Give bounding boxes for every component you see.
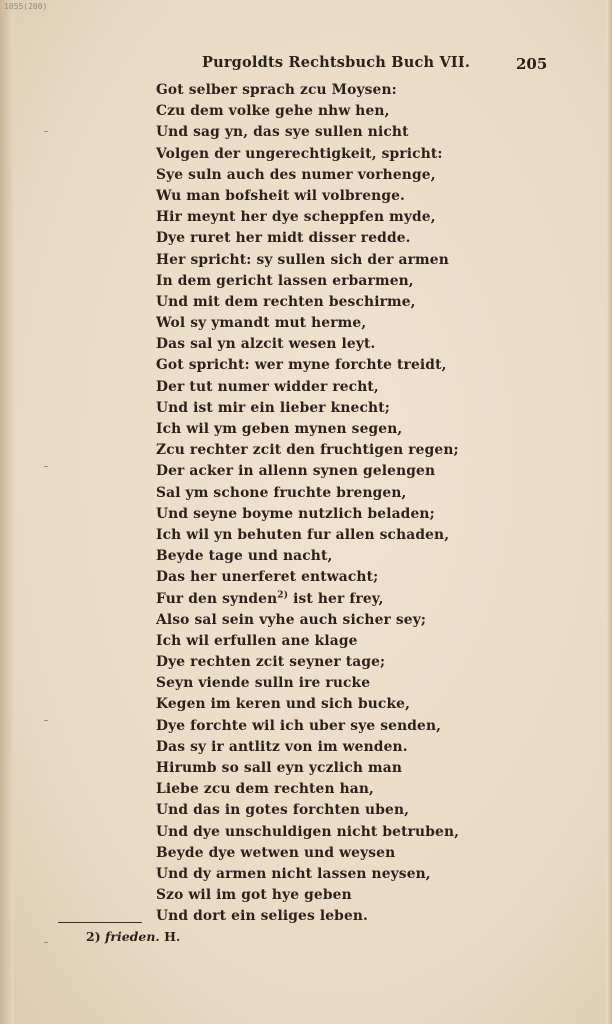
poem-line: Der acker in allenn synen gelengen	[156, 463, 436, 480]
poem-line: Der tut numer widder recht,	[156, 378, 379, 395]
poem-line: Kegen im keren und sich bucke,	[156, 696, 411, 713]
poem-line: Und dy armen nicht lassen neysen,	[156, 865, 431, 882]
poem-line: Dye rechten zcit seyner tage;	[156, 654, 386, 671]
poem-text	[156, 80, 460, 928]
poem-line: Got selber sprach zcu Moysen:	[156, 82, 397, 98]
poem-line: Seyn viende sulln ire rucke	[156, 675, 371, 692]
poem-line: Got spricht: wer myne forchte treidt,	[156, 357, 447, 374]
poem-line: Und mit dem rechten beschirme,	[156, 293, 416, 310]
page-edge-shadow	[606, 0, 612, 1024]
poem-line: Das her unerferet entwacht;	[156, 569, 379, 586]
margin-mark	[44, 942, 48, 943]
footnote-word: frieden.	[104, 929, 160, 944]
poem-line: Hir meynt her dye scheppfen myde,	[156, 209, 436, 226]
poem-line: In dem gericht lassen erbarmen,	[156, 272, 414, 289]
poem-line: Und seyne boyme nutzlich beladen;	[156, 505, 435, 522]
footnote-source: H.	[164, 929, 181, 944]
poem-line: Das sal yn alzcit wesen leyt.	[156, 336, 376, 353]
page-spine-shadow	[0, 0, 14, 1024]
poem-line: Dye forchte wil ich uber sye senden,	[156, 717, 442, 734]
poem-line: Und dort ein seliges leben.	[156, 908, 369, 925]
poem-line: Volgen der ungerechtigkeit, spricht:	[156, 145, 443, 162]
poem-line: Beyde dye wetwen und weysen	[156, 844, 396, 861]
footnote	[86, 929, 180, 944]
page-number: 205	[516, 55, 548, 73]
poem-line-with-footnote	[156, 589, 456, 610]
poem-line: Sye suln auch des numer vorhenge,	[156, 166, 436, 183]
poem-line: Ich wil erfullen ane klage	[156, 632, 358, 649]
poem-line: Und sag yn, das sye sullen nicht	[156, 124, 409, 141]
poem-line-end: ist her frey,	[293, 590, 384, 607]
margin-mark	[44, 131, 48, 132]
poem-line: Hirumb so sall eyn yczlich man	[156, 760, 403, 776]
poem-line: Zcu rechter zcit den fruchtigen regen;	[156, 442, 459, 459]
poem-line: Ich wil ym geben mynen segen,	[156, 421, 403, 437]
poem-line: Sal ym schone fruchte brengen,	[156, 484, 407, 501]
poem-line: Und das in gotes forchten uben,	[156, 802, 410, 819]
footnote-reference[interactable]: 2)	[277, 589, 289, 600]
poem-line: Wol sy ymandt mut herme,	[156, 315, 367, 332]
poem-line: Dye ruret her midt disser redde.	[156, 230, 411, 247]
running-header: Purgoldts Rechtsbuch Buch VII.	[202, 54, 471, 71]
poem-line: Also sal sein vyhe auch sicher sey;	[156, 611, 427, 628]
poem-line-start: Fur den synden	[156, 590, 278, 607]
library-stamp: 1055(200)	[4, 2, 48, 11]
poem-line: Szo wil im got hye geben	[156, 887, 352, 904]
poem-line: Beyde tage und nacht,	[156, 548, 333, 565]
footnote-divider	[58, 922, 142, 923]
poem-line: Liebe zcu dem rechten han,	[156, 781, 375, 798]
margin-mark	[44, 720, 48, 721]
poem-line: Czu dem volke gehe nhw hen,	[156, 103, 390, 120]
footnote-marker: 2)	[86, 929, 101, 944]
margin-mark	[44, 466, 48, 467]
poem-line: Wu man bofsheit wil volbrenge.	[156, 187, 405, 204]
poem-line: Und dye unschuldigen nicht betruben,	[156, 823, 460, 840]
poem-line: Ich wil yn behuten fur allen schaden,	[156, 526, 450, 543]
poem-line: Das sy ir antlitz von im wenden.	[156, 738, 408, 755]
poem-line: Und ist mir ein lieber knecht;	[156, 399, 390, 416]
poem-line: Her spricht: sy sullen sich der armen	[156, 251, 449, 268]
